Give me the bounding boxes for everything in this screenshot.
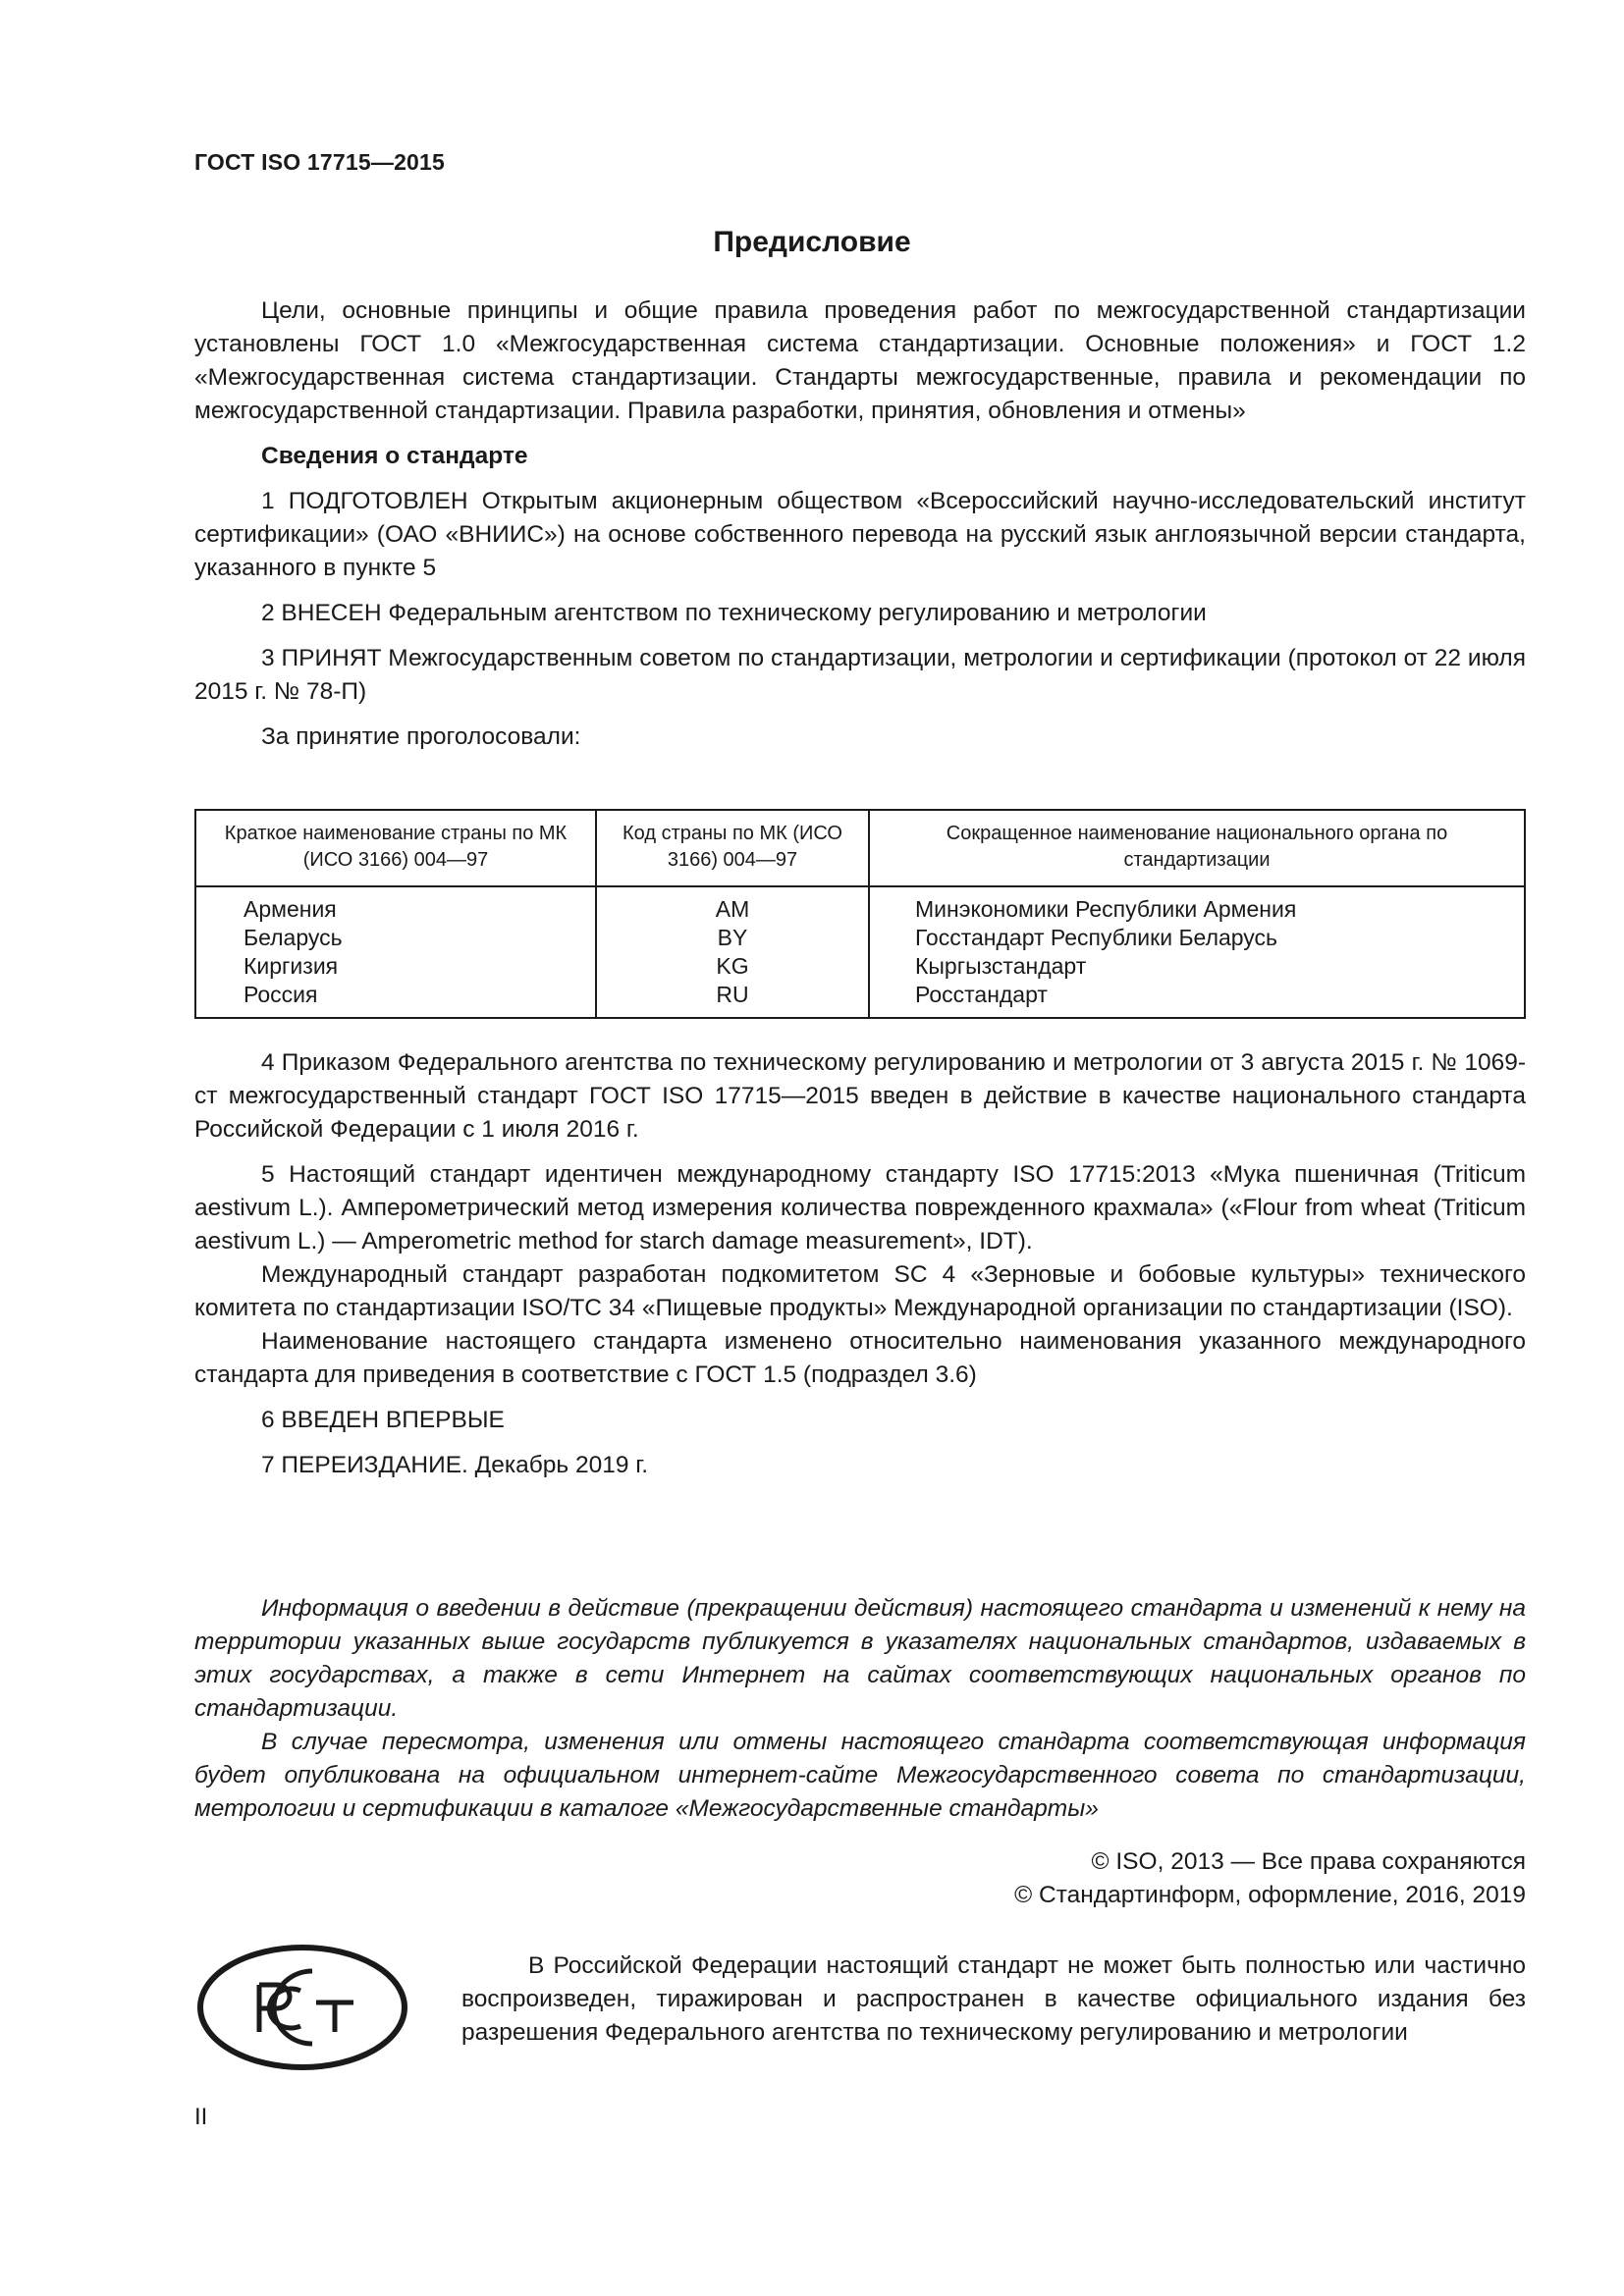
cell-country: Армения [195,886,596,924]
item-3: 3 ПРИНЯТ Межгосударственным советом по стандартизации, метрологии и сертификации (протокол от 22 июля 2015 г. № 78-П) [194,645,1526,705]
copyright-block [1014,1845,1526,1912]
page-number: II [194,2104,208,2130]
item-2: 2 ВНЕСЕН Федеральным агентством по техническому регулированию и метрологии [261,600,1207,626]
intro-paragraph: Цели, основные принципы и общие правила проведения работ по межгосударственной стандартизации установлены ГОСТ 1.0 «Межгосударственная система стандартизации. Основные положения» и ГОСТ 1.2 «Межгосударственная система стандартизации. Стандарты межгосударственные, правила и рекомендации по межгосударственной стандартизации. Правила разработки, принятия, обновления и отмены» [194,297,1526,424]
info-paragraph-2: В случае пересмотра, изменения или отмены настоящего стандарта соответствующая информация будет опубликована на официальном интернет-сайте Межгосударственного совета по стандартизации, метрологии и сертификации в каталоге «Межгосударственные стандарты» [194,1729,1526,1822]
cell-body: Минэкономики Республики Армения [869,886,1525,924]
cell-code: RU [596,981,869,1018]
item-5: 5 Настоящий стандарт идентичен международному стандарту ISO 17715:2013 «Мука пшеничная (Triticum aestivum L.). Амперометрический метод измерения количества поврежденного крахмала» («Flour from wheat (Triticum aestivum L.) — Amperometric method for starch damage measurement», IDT). [194,1161,1526,1255]
cell-body: Кыргызстандарт [869,952,1525,981]
info-notice [194,1592,1526,1826]
doc-code-header: ГОСТ ISO 17715—2015 [194,149,446,175]
cell-code: AM [596,886,869,924]
rf-notice: В Российской Федерации настоящий стандарт не может быть полностью или частично воспроизведен, тиражирован и распространен в качестве официального издания без разрешения Федерального агентства по техническому регулированию и метрологии [461,1952,1526,2046]
foreword-body-top [194,294,1526,754]
copyright-iso: © ISO, 2013 — Все права сохраняются [1091,1848,1526,1875]
item-1: 1 ПОДГОТОВЛЕН Открытым акционерным обществом «Всероссийский научно-исследовательский институт сертификации» (ОАО «ВНИИС») на основе собственного перевода на русский язык англоязычной версии стандарта, указанного в пункте 5 [194,488,1526,581]
info-paragraph-1: Информация о введении в действие (прекращении действия) настоящего стандарта и изменений к нему на территории указанных выше государств публикуется в указателях национальных стандартов, издаваемых в этих государствах, а также в сети Интернет на сайтах соответствующих национальных органов по стандартизации. [194,1595,1526,1722]
copyright-publisher: © Стандартинформ, оформление, 2016, 2019 [1014,1882,1526,1908]
header-country-name: Краткое наименование страны по МК (ИСО 3166) 004—97 [195,810,596,886]
cell-country: Киргизия [195,952,596,981]
table-row [195,886,1525,924]
rst-logo-icon [194,1942,410,2073]
cell-country: Беларусь [195,924,596,952]
header-country-code: Код страны по МК (ИСО 3166) 004—97 [596,810,869,886]
vote-intro: За принятие проголосовали: [261,723,581,750]
cell-code: BY [596,924,869,952]
cell-country: Россия [195,981,596,1018]
item-7: 7 ПЕРЕИЗДАНИЕ. Декабрь 2019 г. [261,1452,649,1478]
section-heading: Сведения о стандарте [261,443,528,469]
cell-code: KG [596,952,869,981]
cell-body: Госстандарт Республики Беларусь [869,924,1525,952]
item-5-title-note: Наименование настоящего стандарта изменено относительно наименования указанного международного стандарта для приведения в соответствие с ГОСТ 1.5 (подраздел 3.6) [194,1328,1526,1388]
rf-notice-block [461,1949,1526,2050]
page-title: Предисловие [713,226,911,258]
item-6: 6 ВВЕДЕН ВПЕРВЫЕ [261,1407,505,1433]
table-header-row [195,810,1525,886]
table-row [195,924,1525,952]
item-5-developer: Международный стандарт разработан подкомитетом SC 4 «Зерновые и бобовые культуры» технического комитета по стандартизации ISO/TC 34 «Пищевые продукты» Международной организации по стандартизации (ISO). [194,1261,1526,1321]
table-row [195,981,1525,1018]
voting-table [194,809,1526,1019]
header-standards-body: Сокращенное наименование национального органа по стандартизации [869,810,1525,886]
foreword-body-bottom [194,1046,1526,1482]
item-4: 4 Приказом Федерального агентства по техническому регулированию и метрологии от 3 августа 2015 г. № 1069-ст межгосударственный стандарт ГОСТ ISO 17715—2015 введен в действие в качестве национального стандарта Российской Федерации с 1 июля 2016 г. [194,1049,1526,1143]
cell-body: Росстандарт [869,981,1525,1018]
table-row [195,952,1525,981]
